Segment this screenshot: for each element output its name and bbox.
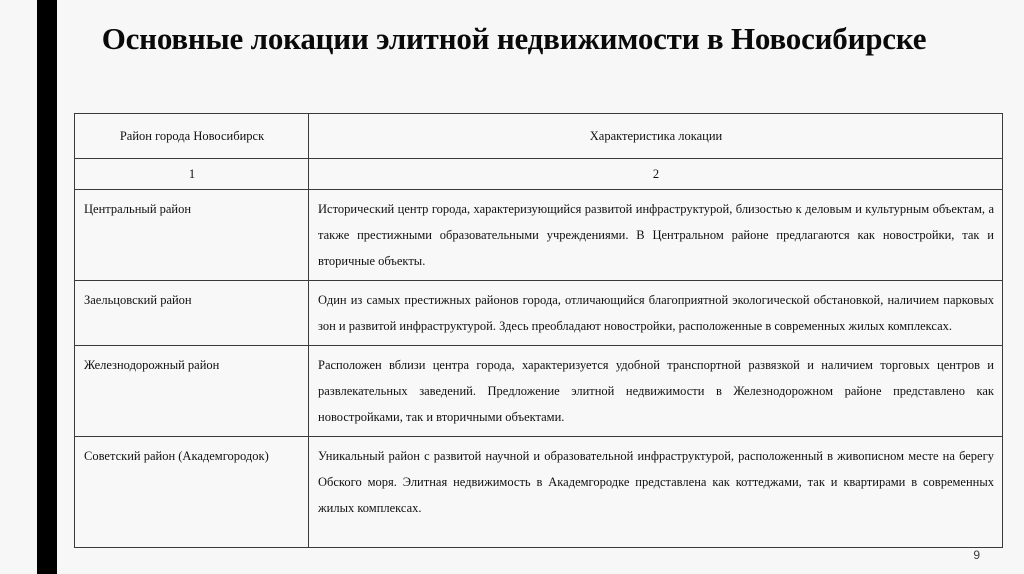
cell-district: Центральный район: [75, 190, 309, 281]
table-header-row: [75, 114, 1003, 159]
table-row: [75, 346, 1003, 437]
column-number-description: 2: [309, 159, 1003, 190]
table-column-number-row: [75, 159, 1003, 190]
table-row: [75, 190, 1003, 281]
page-number: 9: [973, 548, 980, 562]
cell-district: Заельцовский район: [75, 281, 309, 346]
cell-district: Железнодорожный район: [75, 346, 309, 437]
cell-district: Советский район (Академгородок): [75, 437, 309, 548]
table-row: [75, 437, 1003, 548]
column-header-district: Район города Новосибирск: [75, 114, 309, 159]
cell-description: Расположен вблизи центра города, характеризуется удобной транспортной развязкой и наличием торговых центров и развлекательных заведений. Предложение элитной недвижимости в Железнодорожном районе представлено как новостройками, так и вторичными объектами.: [309, 346, 1003, 437]
table-row: [75, 281, 1003, 346]
page-title: Основные локации элитной недвижимости в Новосибирске: [101, 21, 927, 56]
locations-table: [74, 113, 1003, 548]
cell-description: Исторический центр города, характеризующийся развитой инфраструктурой, близостью к деловым и культурным объектам, а также престижными образовательными учреждениями. В Центральном районе предлагаются как новостройки, так и вторичные объекты.: [309, 190, 1003, 281]
column-number-district: 1: [75, 159, 309, 190]
cell-description: Один из самых престижных районов города, отличающийся благоприятной экологической обстановкой, наличием парковых зон и развитой инфраструктурой. Здесь преобладают новостройки, расположенные в современных жилых комплексах.: [309, 281, 1003, 346]
slide-accent-bar: [37, 0, 57, 574]
column-header-description: Характеристика локации: [309, 114, 1003, 159]
slide-content: [74, 0, 1004, 574]
cell-description: Уникальный район с развитой научной и образовательной инфраструктурой, расположенный в живописном месте на берегу Обского моря. Элитная недвижимость в Академгородке представлена как коттеджами, так и квартирами в современных жилых комплексах.: [309, 437, 1003, 548]
